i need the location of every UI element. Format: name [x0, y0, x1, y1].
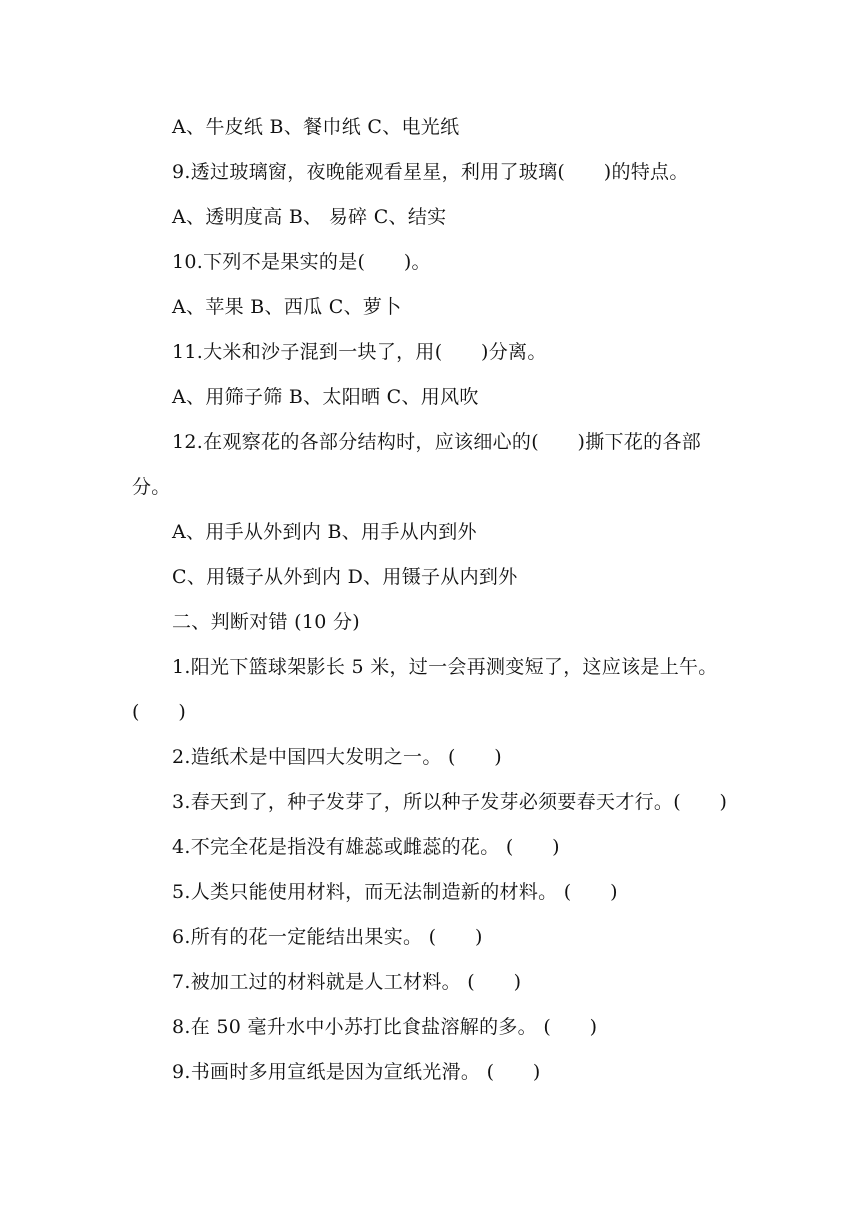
tf-q6: 6.所有的花一定能结出果实。 ( ) [172, 926, 483, 948]
q9-options: A、透明度高 B、 易碎 C、结实 [172, 206, 447, 228]
section-heading: 二、判断对错 (10 分) [172, 611, 360, 633]
tf-q7: 7.被加工过的材料就是人工材料。 ( ) [172, 971, 522, 993]
tf-q2: 2.造纸术是中国四大发明之一。 ( ) [172, 746, 502, 768]
q11-text: 11.大米和沙子混到一块了，用( )分离。 [172, 341, 547, 363]
q10-text: 10.下列不是果实的是( )。 [172, 251, 431, 273]
tf-q5: 5.人类只能使用材料，而无法制造新的材料。 ( ) [172, 881, 618, 903]
tf-q1: 1.阳光下篮球架影长 5 米，过一会再测变短了，这应该是上午。( ) [132, 656, 718, 723]
q8-options: A、牛皮纸 B、餐巾纸 C、电光纸 [172, 116, 460, 138]
q10-options: A、苹果 B、西瓜 C、萝卜 [172, 296, 402, 318]
q12-options-cd: C、用镊子从外到内 D、用镊子从内到外 [172, 566, 518, 588]
q12-text: 12.在观察花的各部分结构时，应该细心的( )撕下花的各部分。 [132, 431, 702, 498]
q11-options: A、用筛子筛 B、太阳晒 C、用风吹 [172, 386, 479, 408]
q12-options-ab: A、用手从外到内 B、用手从内到外 [172, 521, 477, 543]
q9-text: 9.透过玻璃窗，夜晚能观看星星，利用了玻璃( )的特点。 [172, 161, 689, 183]
tf-q4: 4.不完全花是指没有雄蕊或雌蕊的花。 ( ) [172, 836, 560, 858]
tf-q8: 8.在 50 毫升水中小苏打比食盐溶解的多。 ( ) [172, 1016, 598, 1038]
tf-q9: 9.书画时多用宣纸是因为宣纸光滑。 ( ) [172, 1061, 541, 1083]
tf-q3: 3.春天到了，种子发芽了，所以种子发芽必须要春天才行。( ) [172, 791, 728, 813]
